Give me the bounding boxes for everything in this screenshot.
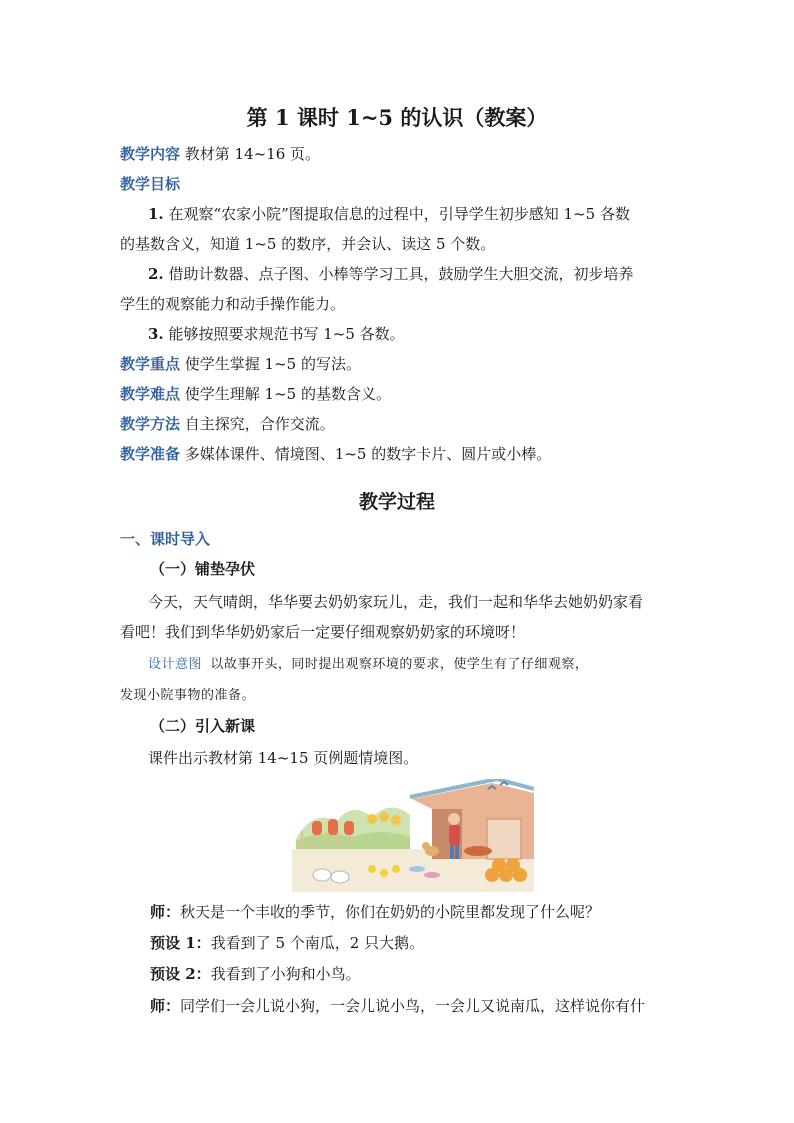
farmyard-illustration (292, 779, 534, 892)
story-line1: 今天，天气晴朗，华华要去奶奶家玩儿，走，我们一起和华华去她奶奶家看 (148, 593, 644, 611)
teaching-difficulty-text: 使学生理解 1~5 的基数含义。 (180, 385, 391, 403)
teaching-focus-text: 使学生掌握 1~5 的写法。 (180, 355, 361, 373)
goal-2-line1 (148, 264, 708, 284)
teaching-preparation-text: 多媒体课件、情境图、1~5 的数字卡片、圆片或小棒。 (180, 445, 552, 463)
teaching-focus (120, 354, 680, 374)
goal-3-number: 3. (148, 325, 164, 343)
goal-2-number: 2. (148, 265, 164, 283)
goal-2-text: 借助计数器、点子图、小棒等学习工具，鼓励学生大胆交流，初步培养 (163, 265, 634, 283)
speaker-preset-1: 预设 1： (150, 934, 211, 952)
design-intent-label: 设计意图 (148, 657, 203, 672)
dialog-line-2 (150, 933, 710, 953)
subsection-2-heading: （二）引入新课 (150, 717, 256, 735)
dialog-text-4: 同学们一会儿说小狗，一会儿说小鸟，一会儿又说南瓜，这样说你有什 (180, 997, 646, 1015)
speaker-teacher-2: 师： (150, 997, 181, 1015)
dialog-line-1 (150, 902, 710, 922)
dialog-text-3: 我看到了小狗和小鸟。 (210, 965, 361, 983)
teaching-content (120, 144, 680, 164)
design-intent-line1 (148, 655, 708, 675)
teaching-method-text: 自主探究，合作交流。 (180, 415, 335, 433)
section-1-heading: 一、课时导入 (120, 530, 211, 548)
teaching-goals-label: 教学目标 (120, 175, 181, 193)
teaching-method (120, 414, 680, 434)
teaching-goals (120, 174, 680, 194)
teaching-preparation-label: 教学准备 (120, 445, 181, 463)
speaker-teacher: 师： (150, 903, 181, 921)
dialog-text-1: 秋天是一个丰收的季节，你们在奶奶的小院里都发现了什么呢？ (180, 903, 601, 921)
goal-1-line2: 的基数含义，知道 1~5 的数序，并会认、读这 5 个数。 (120, 235, 496, 253)
goal-3-text: 能够按照要求规范书写 1~5 各数。 (163, 325, 405, 343)
design-intent-text: 以故事开头，同时提出观察环境的要求，使学生有了仔细观察， (202, 657, 589, 672)
teaching-preparation (120, 444, 680, 464)
courseware-line: 课件出示教材第 14~15 页例题情境图。 (148, 749, 419, 767)
dialog-text-2: 我看到了 5 个南瓜，2 只大鹅。 (210, 934, 425, 952)
goal-1-line1 (148, 204, 708, 224)
subsection-1-heading: （一）铺垫孕伏 (150, 560, 256, 578)
dialog-line-4 (150, 996, 710, 1016)
goal-1-text: 在观察“农家小院”图提取信息的过程中，引导学生初步感知 1~5 各数 (163, 205, 630, 223)
teaching-difficulty-label: 教学难点 (120, 385, 181, 403)
lesson-title: 第 1 课时 1~5 的认识（教案） (246, 105, 548, 130)
goal-1-number: 1. (148, 205, 164, 223)
design-intent-line2: 发现小院事物的准备。 (120, 688, 256, 703)
speaker-preset-2: 预设 2： (150, 965, 211, 983)
dialog-line-3 (150, 964, 710, 984)
process-heading: 教学过程 (358, 491, 435, 513)
teaching-difficulty (120, 384, 680, 404)
goal-3-line1 (148, 324, 708, 344)
teaching-content-text: 教材第 14~16 页。 (180, 145, 321, 163)
teaching-content-label: 教学内容 (120, 145, 181, 163)
teaching-focus-label: 教学重点 (120, 355, 181, 373)
teaching-method-label: 教学方法 (120, 415, 181, 433)
story-line2: 看吧！我们到华华奶奶家后一定要仔细观察奶奶家的环境呀！ (120, 623, 526, 641)
goal-2-line2: 学生的观察能力和动手操作能力。 (120, 295, 346, 313)
